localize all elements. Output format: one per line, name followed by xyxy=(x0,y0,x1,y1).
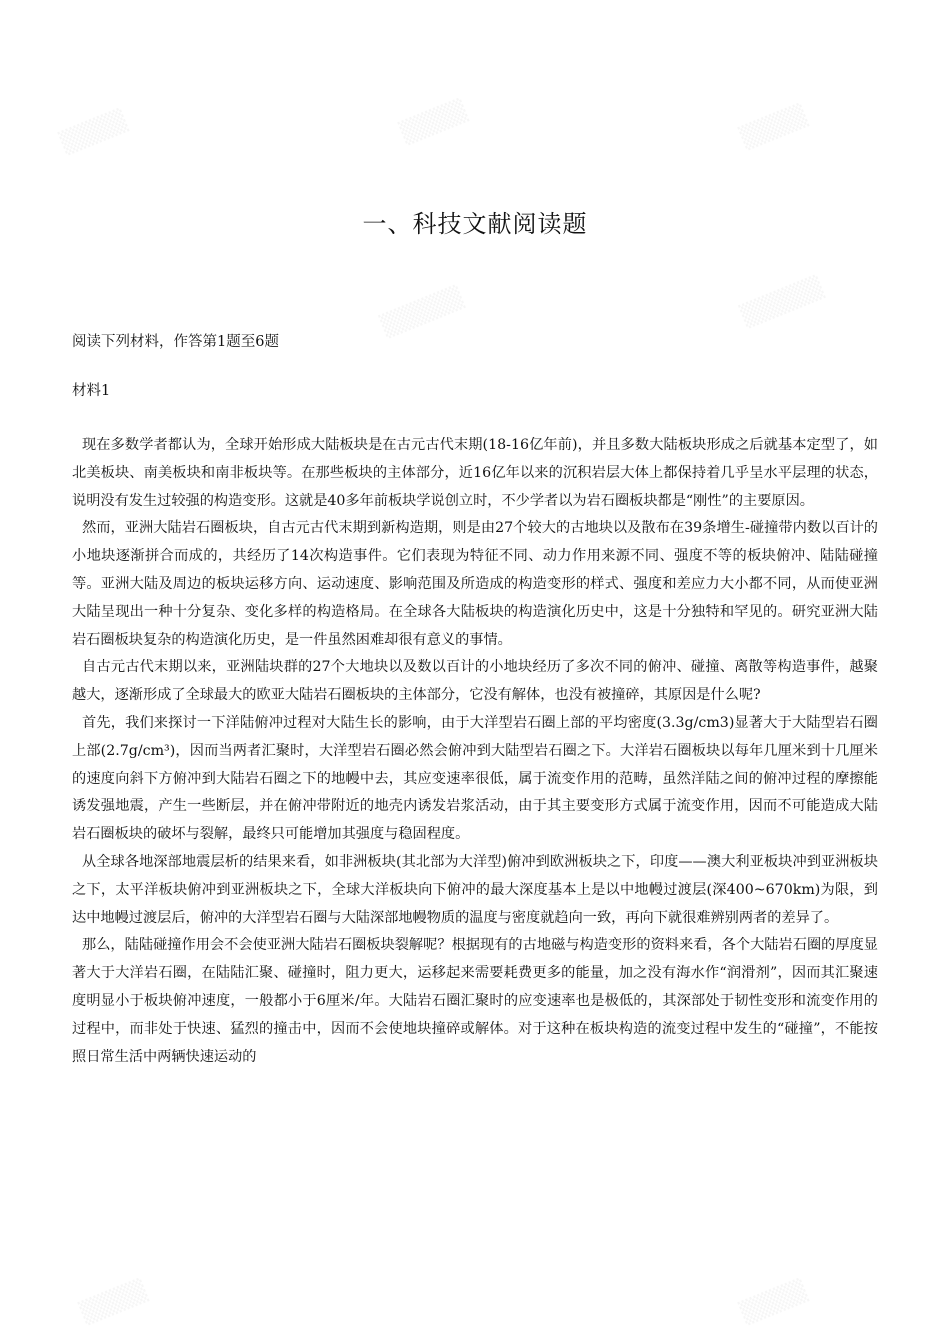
watermark-mark xyxy=(738,275,826,330)
watermark-mark xyxy=(78,1278,150,1327)
paragraph: 自古元古代末期以来，亚洲陆块群的27个大地块以及数以百计的小地块经历了多次不同的俯冲、碰撞、离散等构造事件，越聚越大，逐渐形成了全球最大的欧亚大陆岩石圈板块的主体部分，它没有解体，也没有被撞碎，其原因是什么呢? xyxy=(72,659,878,704)
page-title: 一、科技文献阅读题 xyxy=(362,210,588,238)
paragraph: 那么，陆陆碰撞作用会不会使亚洲大陆岩石圈板块裂解呢？根据现有的古地磁与构造变形的资料来看，各个大陆岩石圈的厚度显著大于大洋岩石圈，在陆陆汇聚、碰撞时，阻力更大，运移起来需要耗费更多的能量，加之没有海水作“润滑剂”，因而其汇聚速度明显小于板块俯冲速度，一般都小于6厘米/年。大陆岩石圈汇聚时的应变速率也是极低的，其深部处于韧性变形和流变作用的过程中，而非处于快速、猛烈的撞击中，因而不会使地块撞碎或解体。对于这种在板块构造的流变过程中发生的“碰撞”，不能按照日常生活中两辆快速运动的 xyxy=(72,937,878,1065)
material-label: 材料1 xyxy=(72,383,111,399)
paragraph: 从全球各地深部地震层析的结果来看，如非洲板块(其北部为大洋型)俯冲到欧洲板块之下，印度——澳大利亚板块冲到亚洲板块之下，太平洋板块俯冲到亚洲板块之下，全球大洋板块向下俯冲的最大深度基本上是以中地幔过渡层(深400~670km)为限，到达中地幔过渡层后，俯冲的大洋型岩石圈与大陆深部地幔物质的温度与密度就趋向一致，再向下就很难辨别两者的差异了。 xyxy=(72,853,878,926)
watermark-mark xyxy=(738,103,810,152)
article-body xyxy=(72,432,878,1071)
watermark-mark xyxy=(58,108,130,157)
watermark-mark xyxy=(378,285,466,340)
paragraph: 现在多数学者都认为，全球开始形成大陆板块是在古元古代末期(18-16亿年前)，并且多数大陆板块形成之后就基本定型了，如北美板块、南美板块和南非板块等。在那些板块的主体部分，近16亿年以来的沉积岩层大体上都保持着几乎呈水平层理的状态，说明没有发生过较强的构造变形。这就是40多年前板块学说创立时，不少学者以为岩石圈板块都是“刚性”的主要原因。 xyxy=(72,437,878,509)
paragraph: 首先，我们来探讨一下洋陆俯冲过程对大陆生长的影响，由于大洋型岩石圈上部的平均密度(3.3g/cm3)显著大于大陆型岩石圈上部(2.7g/cm³)，因而当两者汇聚时，大洋型岩石圈必然会俯冲到大陆型岩石圈之下。大洋岩石圈板块以每年几厘米到十几厘米的速度向斜下方俯冲到大陆岩石圈之下的地幔中去，其应变速率很低，属于流变作用的范畴，虽然洋陆之间的俯冲过程的摩擦能诱发强地震，产生一些断层，并在俯冲带附近的地壳内诱发岩浆活动，由于其主要变形方式属于流变作用，因而不可能造成大陆岩石圈板块的破坏与裂解，最终只可能增加其强度与稳固程度。 xyxy=(72,714,878,843)
watermark-mark xyxy=(398,98,470,147)
instruction-text: 阅读下列材料，作答第1题至6题 xyxy=(72,334,279,350)
paragraph: 然而，亚洲大陆岩石圈板块，自古元古代末期到新构造期，则是由27个较大的古地块以及散布在39条增生-碰撞带内数以百计的小地块逐渐拼合而成的，共经历了14次构造事件。它们表现为特征不同、动力作用来源不同、强度不等的板块俯冲、陆陆碰撞等。亚洲大陆及周边的板块运移方向、运动速度、影响范围及所造成的构造变形的样式、强度和差应力大小都不同，从而使亚洲大陆呈现出一种十分复杂、变化多样的构造格局。在全球各大陆板块的构造演化历史中，这是十分独特和罕见的。研究亚洲大陆岩石圈板块复杂的构造演化历史，是一件虽然困难却很有意义的事情。 xyxy=(72,520,878,648)
watermark-mark xyxy=(738,1278,810,1327)
